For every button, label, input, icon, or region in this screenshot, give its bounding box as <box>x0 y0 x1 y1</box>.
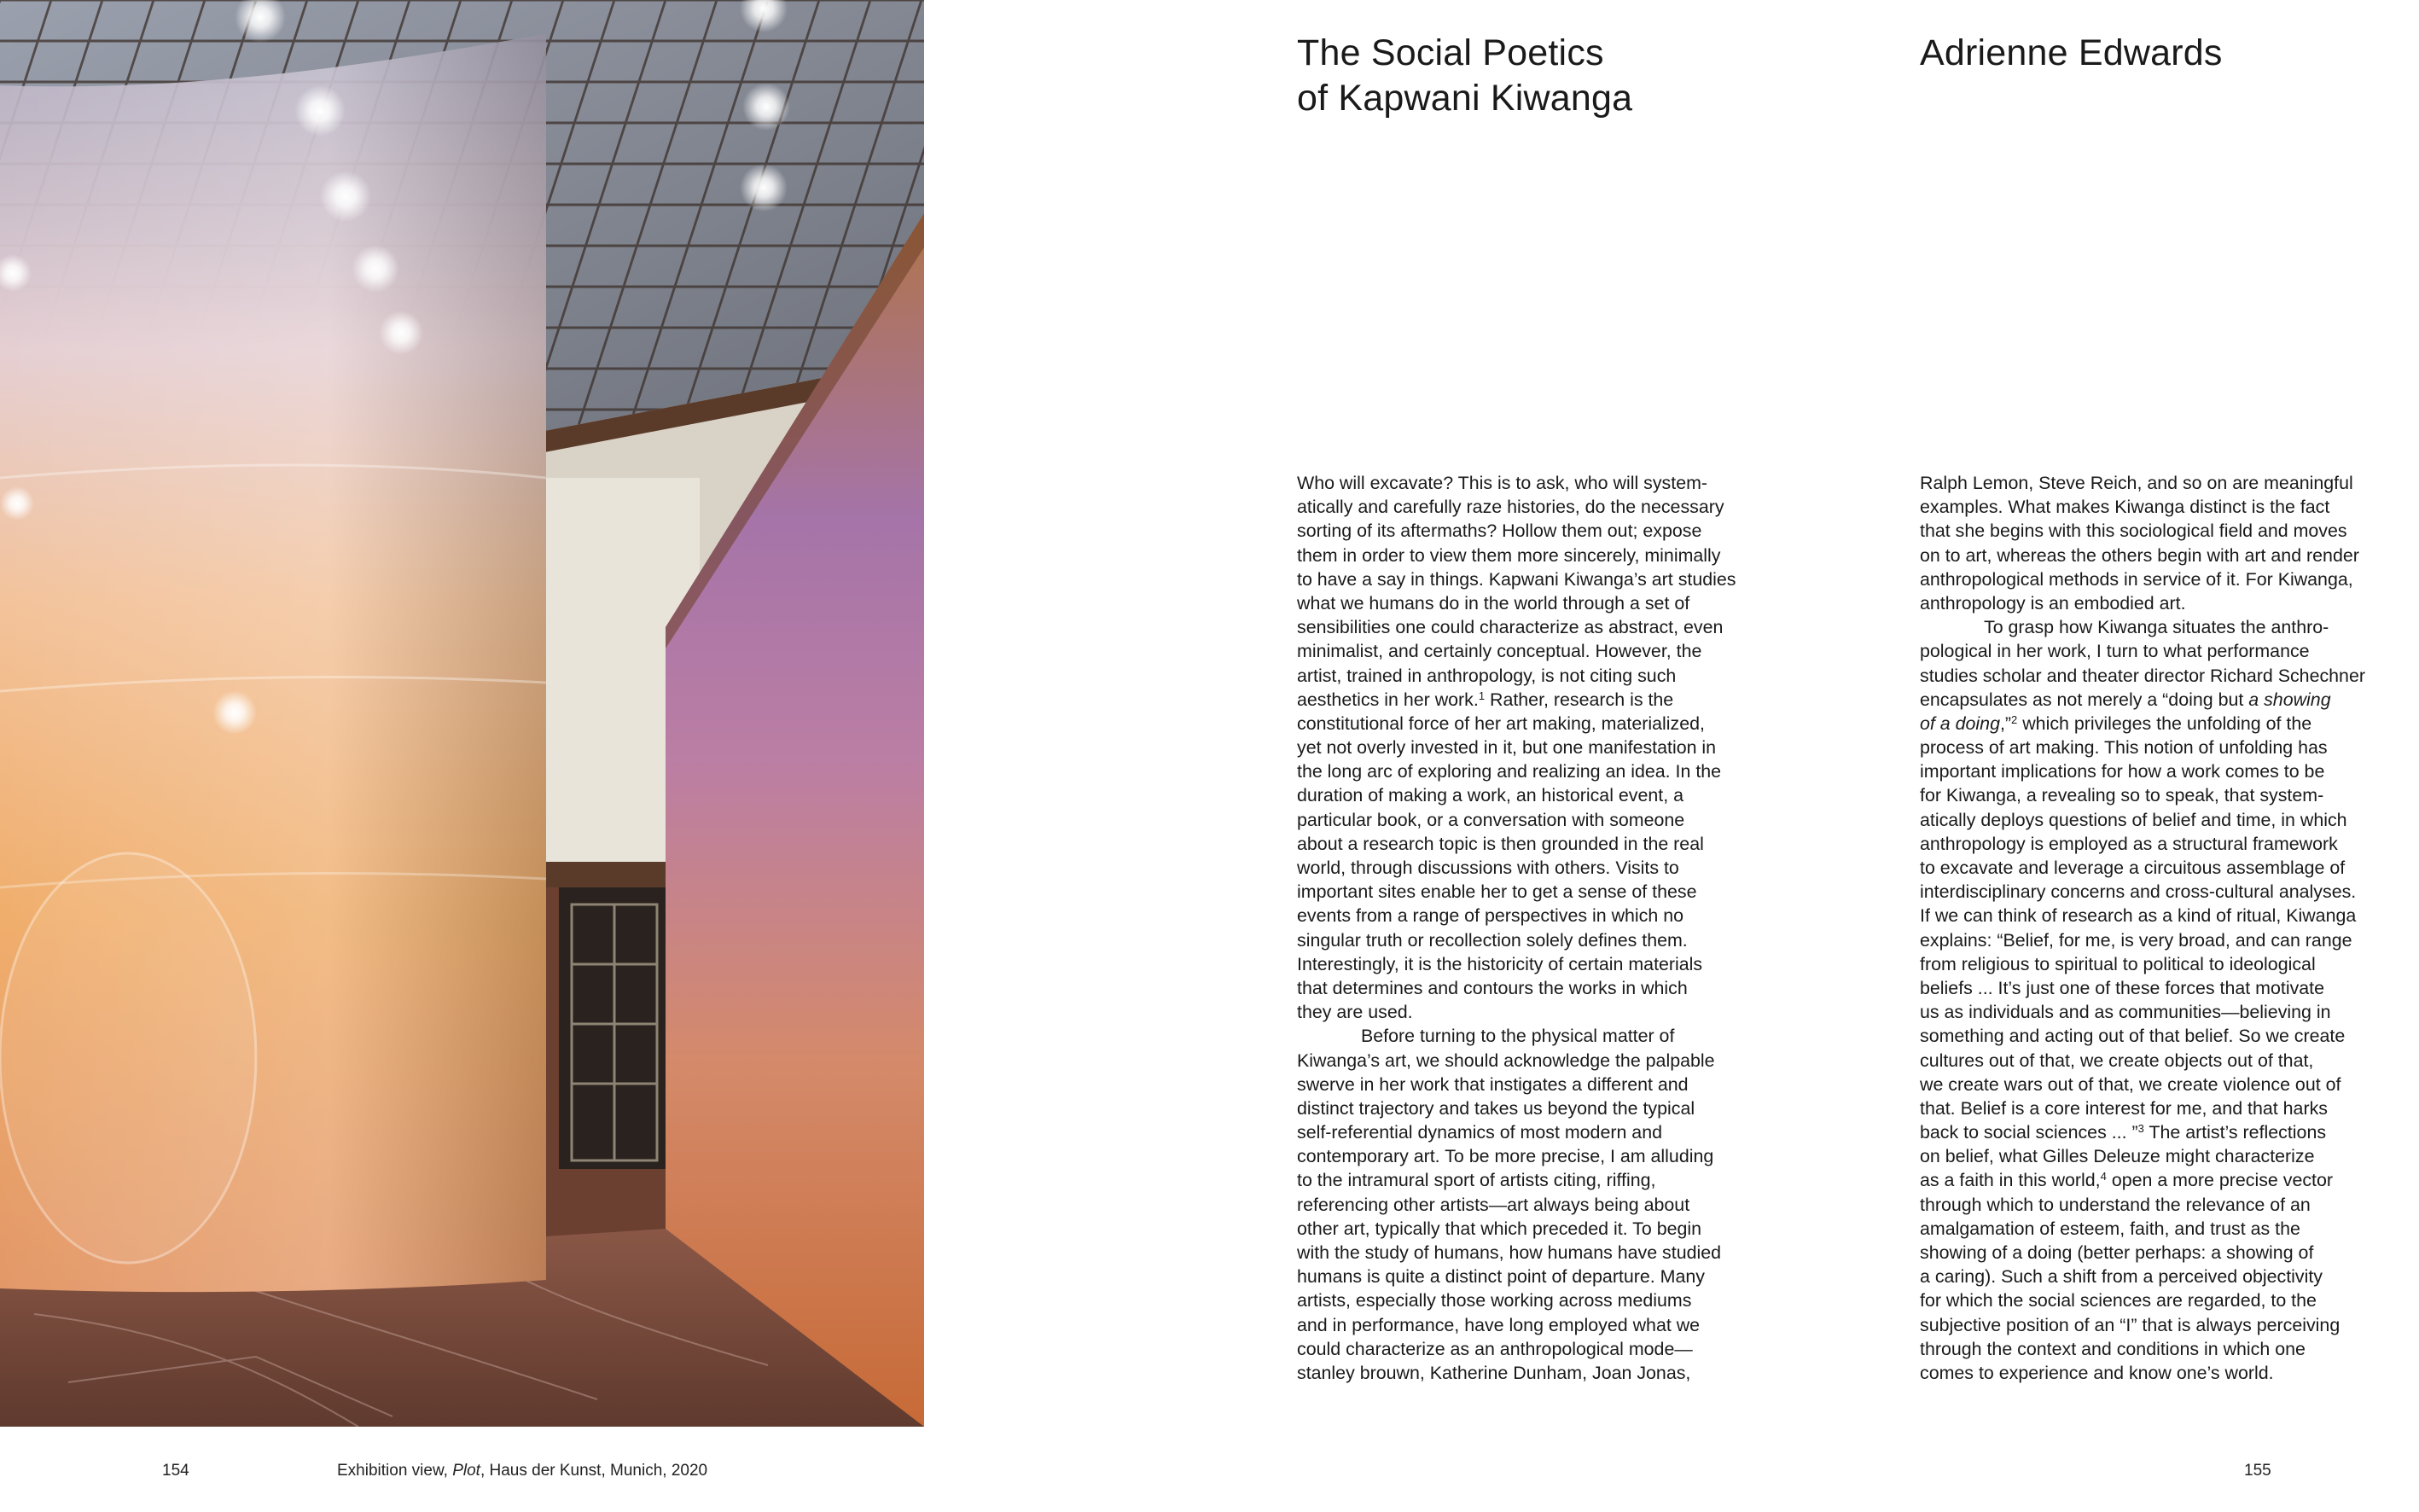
article-title-line: of Kapwani Kiwanga <box>1297 78 1633 119</box>
text-line: atically deploys questions of belief and time, in which <box>1920 809 2347 830</box>
text-line: the long arc of exploring and realizing an idea. In the <box>1297 761 1722 782</box>
text-line: us as individuals and as communities—believing in <box>1920 1002 2331 1023</box>
text-line: important sites enable her to get a sense of these <box>1297 881 1697 903</box>
text-line: that she begins with this sociological field and moves <box>1920 520 2347 542</box>
text-line: them in order to view them more sincerely, minimally <box>1297 544 1721 566</box>
text-line: encapsulates as not merely a “doing but a showing <box>1920 689 2331 710</box>
text-column-1 <box>1297 471 1775 1385</box>
text-line: particular book, or a conversation with someone <box>1297 809 1685 830</box>
text-line: atically and carefully raze histories, do the necessary <box>1297 497 1724 518</box>
text-line: singular truth or recollection solely defines them. <box>1297 929 1688 951</box>
text-line: artists, especially those working across mediums <box>1297 1290 1692 1311</box>
text-line: pological in her work, I turn to what performance <box>1920 641 2310 662</box>
page-number-right: 155 <box>2244 1462 2271 1480</box>
text-line: world, through discussions with others. Visits to <box>1297 858 1679 878</box>
text-line: sorting of its aftermaths? Hollow them out; expose <box>1297 520 1702 542</box>
text-line: of a doing,”$^2$ which privileges the unfolding of the <box>1920 712 2312 734</box>
text-line: on to art, whereas the others begin with art and render <box>1920 544 2359 566</box>
text-line: could characterize as an anthropological mode— <box>1297 1338 1693 1359</box>
text-line: back to social sciences ... ”$^3$ The artist’s reflections <box>1920 1122 2327 1143</box>
exhibition-photograph <box>0 0 924 1427</box>
photo-caption: Exhibition view, Plot, Haus der Kunst, Munich, 2020 <box>337 1462 708 1480</box>
text-line: Interestingly, it is the historicity of certain materials <box>1297 953 1703 974</box>
text-line: Who will excavate? This is to ask, who will system- <box>1297 473 1708 493</box>
text-line: anthropological methods in service of it. For Kiwanga, <box>1920 568 2353 590</box>
text-line: as a faith in this world,$^4$ open a more precise vector <box>1920 1170 2334 1191</box>
footnote-ref: 2 <box>2011 712 2018 726</box>
text-line: we create wars out of that, we create violence out of <box>1920 1073 2341 1095</box>
text-line: distinct trajectory and takes us beyond the typical <box>1297 1097 1695 1119</box>
text-line: cultures out of that, we create objects out of that, <box>1920 1050 2314 1071</box>
text-line: Before turning to the physical matter of <box>1361 1026 1675 1047</box>
text-line: other art, typically that which preceded it. To begin <box>1297 1218 1702 1239</box>
text-line: to have a say in things. Kapwani Kiwanga’s art studies <box>1297 568 1736 590</box>
text-line: artist, trained in anthropology, is not citing such <box>1297 665 1677 686</box>
text-line: yet not overly invested in it, but one manifestation in <box>1297 737 1717 759</box>
text-line: for which the social sciences are regarded, to the <box>1920 1290 2317 1311</box>
text-line: beliefs ... It’s just one of these forces that motivate <box>1920 977 2325 998</box>
text-line: stanley brouwn, Katherine Dunham, Joan Jonas, <box>1297 1362 1691 1383</box>
text-line: humans is quite a distinct point of departure. Many <box>1297 1266 1705 1288</box>
text-line: subjective position of an “I” that is always perceiving <box>1920 1314 2340 1335</box>
text-line: If we can think of research as a kind of ritual, Kiwanga <box>1920 905 2357 927</box>
text-line: something and acting out of that belief. So we create <box>1920 1026 2346 1047</box>
text-line: anthropology is employed as a structural framework <box>1920 833 2338 854</box>
text-line: important implications for how a work comes to be <box>1920 761 2325 782</box>
text-line: aesthetics in her work.$^1$ Rather, research is the <box>1297 689 1674 710</box>
text-line: Kiwanga’s art, we should acknowledge the palpable <box>1297 1050 1715 1071</box>
article-title <box>1297 31 1843 121</box>
article-author: Adrienne Edwards <box>1920 32 2223 73</box>
text-line: to excavate and leverage a circuitous assemblage of <box>1920 858 2346 878</box>
text-line: minimalist, and certainly conceptual. However, the <box>1297 641 1702 662</box>
glass-bubble <box>0 853 256 1263</box>
text-line: Ralph Lemon, Steve Reich, and so on are meaningful <box>1920 473 2353 493</box>
exhibition-photo-illustration <box>0 0 924 1427</box>
text-line: to the intramural sport of artists citing, riffing, <box>1297 1170 1656 1191</box>
footnote-ref: 4 <box>2100 1170 2107 1183</box>
text-line: events from a range of perspectives in which no <box>1297 905 1684 927</box>
article-title-line: The Social Poetics <box>1297 32 1604 73</box>
text-line: explains: “Belief, for me, is very broad, and can range <box>1920 929 2352 951</box>
text-line: they are used. <box>1297 1002 1413 1023</box>
text-line: for Kiwanga, a revealing so to speak, that system- <box>1920 785 2324 806</box>
text-line: constitutional force of her art making, materialized, <box>1297 712 1705 734</box>
page-number-left: 154 <box>162 1462 189 1480</box>
text-line: process of art making. This notion of unfolding has <box>1920 737 2328 759</box>
text-line: contemporary art. To be more precise, I am alluding <box>1297 1146 1714 1167</box>
text-line: swerve in her work that instigates a different and <box>1297 1073 1689 1095</box>
footnote-ref: 1 <box>1478 689 1486 702</box>
text-line: what we humans do in the world through a set of <box>1297 592 1690 614</box>
text-line: about a research topic is then grounded in the real <box>1297 833 1704 854</box>
text-line: on belief, what Gilles Deleuze might characterize <box>1920 1146 2315 1167</box>
text-line: that determines and contours the works in which <box>1297 977 1688 998</box>
text-line: examples. What makes Kiwanga distinct is the fact <box>1920 497 2330 518</box>
text-line: that. Belief is a core interest for me, and that harks <box>1920 1097 2328 1119</box>
text-line: To grasp how Kiwanga situates the anthro- <box>1984 617 2329 638</box>
text-line: studies scholar and theater director Richard Schechner <box>1920 665 2365 686</box>
text-column-2 <box>1920 471 2398 1385</box>
text-line: through the context and conditions in which one <box>1920 1338 2306 1359</box>
text-line: amalgamation of esteem, faith, and trust as the <box>1920 1218 2300 1239</box>
text-line: interdisciplinary concerns and cross-cultural analyses. <box>1920 881 2357 903</box>
text-line: anthropology is an embodied art. <box>1920 592 2186 614</box>
text-line: and in performance, have long employed what we <box>1297 1314 1701 1335</box>
text-line: referencing other artists—art always being about <box>1297 1194 1690 1215</box>
text-line: self-referential dynamics of most modern and <box>1297 1122 1663 1143</box>
text-line: sensibilities one could characterize as abstract, even <box>1297 617 1724 638</box>
text-line: a caring). Such a shift from a perceived objectivity <box>1920 1266 2323 1288</box>
text-line: from religious to spiritual to political to ideological <box>1920 953 2316 974</box>
text-line: with the study of humans, how humans have studied <box>1297 1242 1722 1263</box>
text-line: comes to experience and know one’s world. <box>1920 1362 2274 1383</box>
footnote-ref: 3 <box>2137 1122 2144 1136</box>
text-line: showing of a doing (better perhaps: a showing of <box>1920 1242 2314 1263</box>
text-line: duration of making a work, an historical event, a <box>1297 785 1684 806</box>
text-line: through which to understand the relevance of an <box>1920 1194 2311 1215</box>
